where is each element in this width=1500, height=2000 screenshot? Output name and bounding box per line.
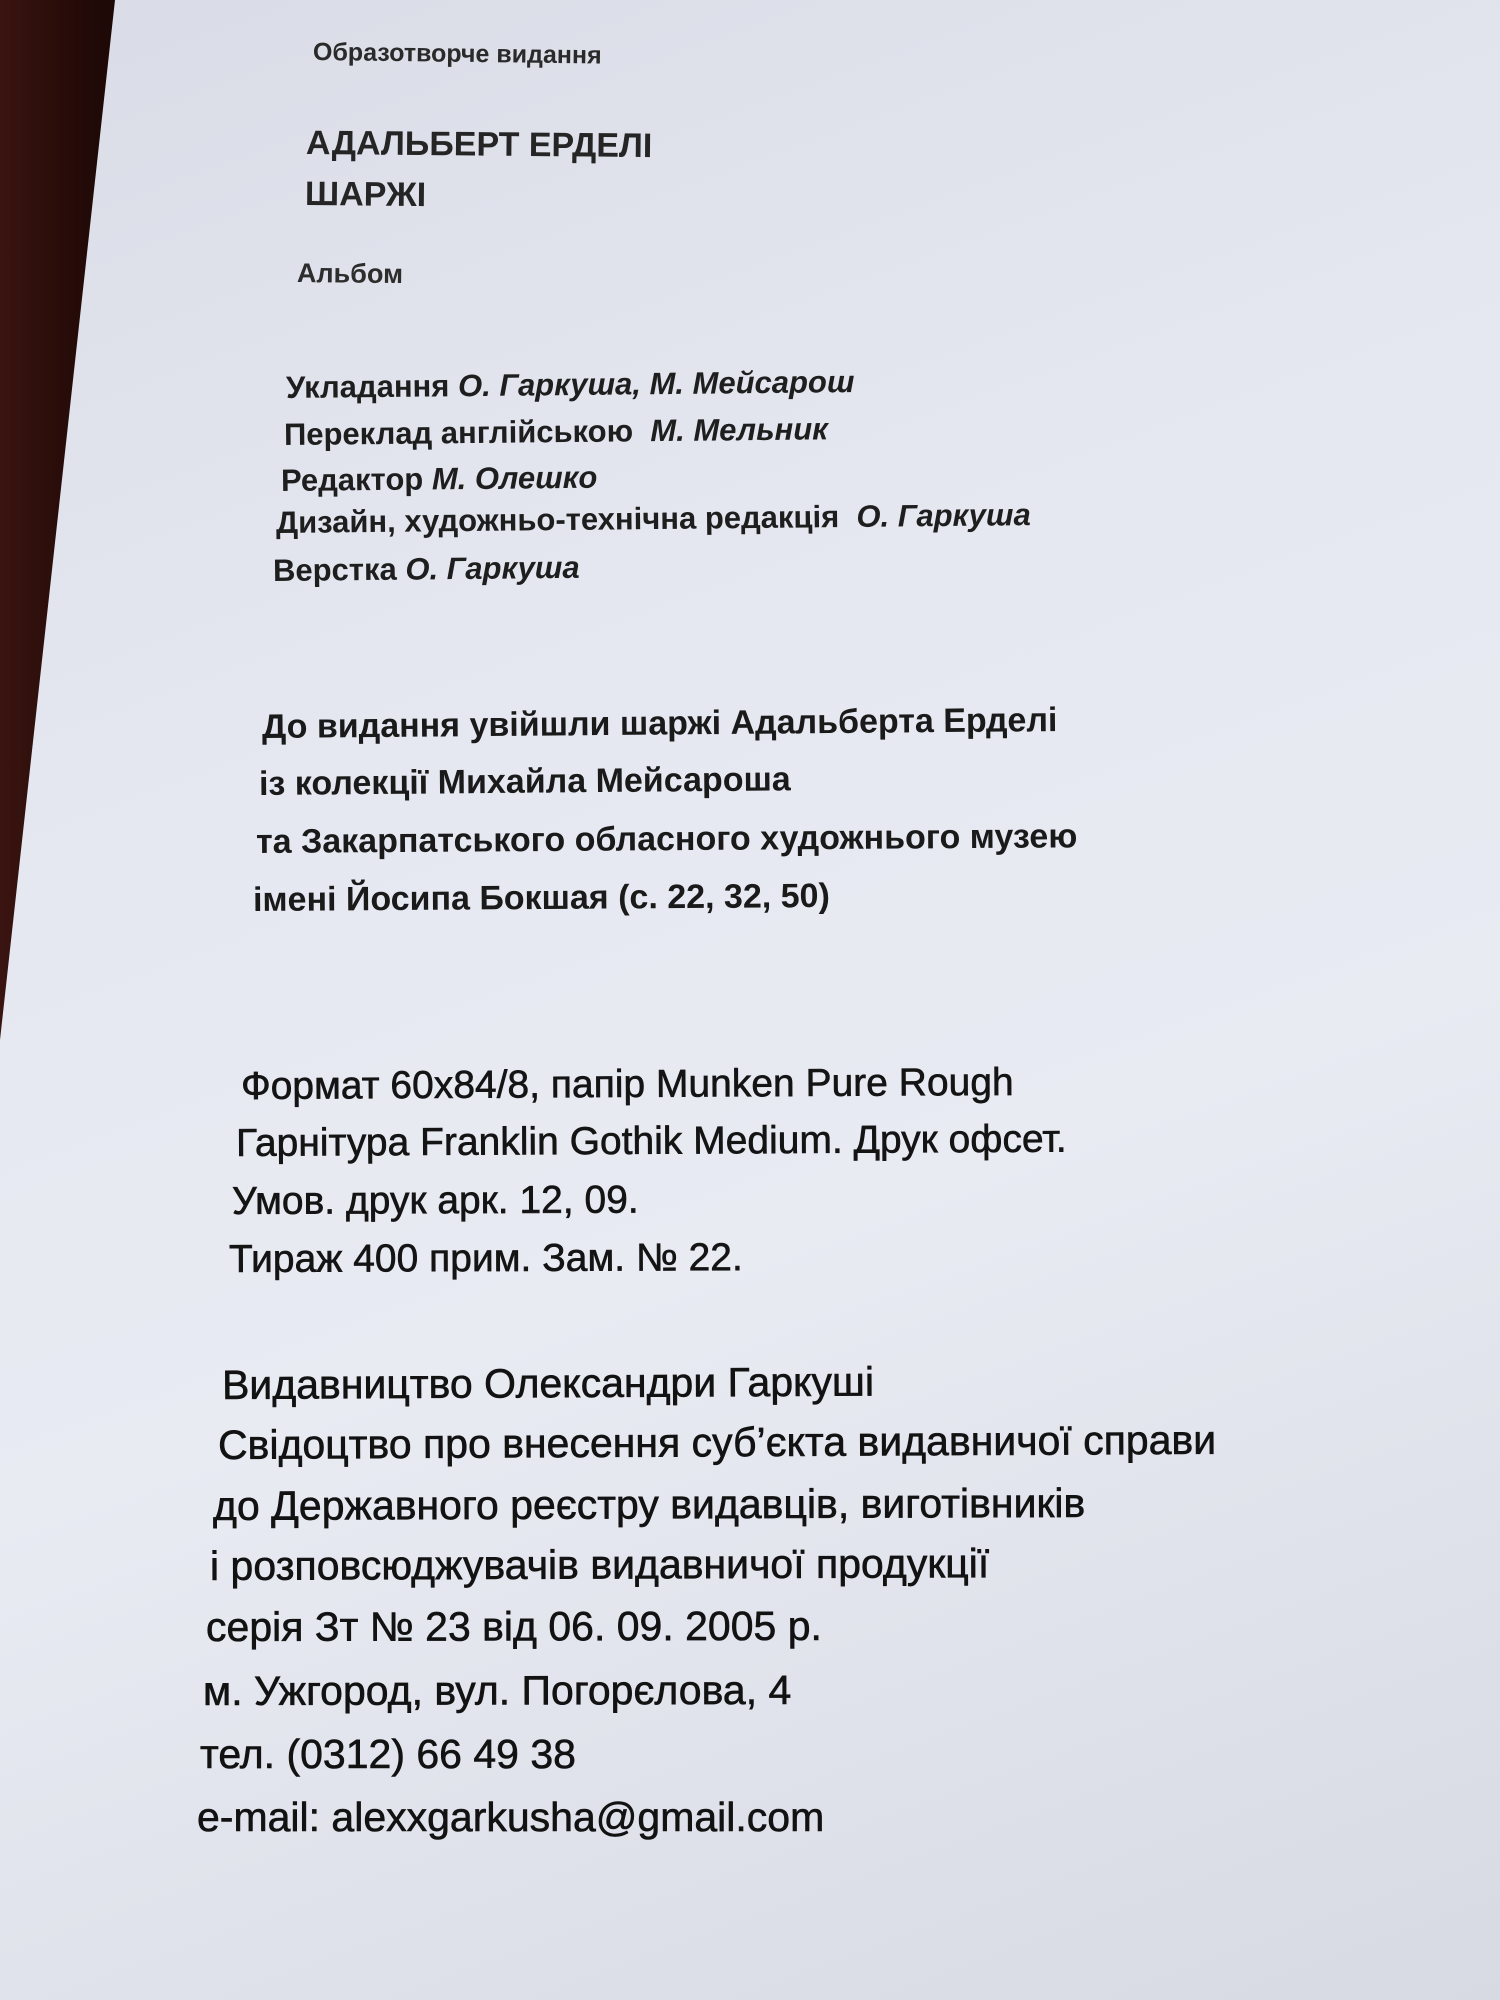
publisher-address: м. Ужгород, вул. Погорєлова, 4 xyxy=(202,1666,792,1714)
credit-design xyxy=(276,497,1031,541)
technical-sheets: Умов. друк арк. 12, 09. xyxy=(231,1178,639,1223)
publisher-certificate-line: до Державного реєстру видавців, виготівників xyxy=(212,1479,1086,1529)
publisher-email: e-mail: alexxgarkusha@gmail.com xyxy=(197,1794,825,1840)
edition-type: Образотворче видання xyxy=(312,38,602,70)
credit-translation xyxy=(284,411,828,453)
credit-layout xyxy=(273,550,580,589)
technical-print-run: Тираж 400 прим. Зам. № 22. xyxy=(228,1236,743,1281)
credit-role: Редактор xyxy=(280,461,424,498)
technical-typeface: Гарнітура Franklin Gothik Medium. Друк офсет. xyxy=(235,1117,1067,1165)
credit-name: М. Мельник xyxy=(650,411,829,449)
publisher-name: Видавництво Олександри Гаркуші xyxy=(221,1358,875,1408)
book-title: ШАРЖІ xyxy=(304,175,427,215)
format-label: Альбом xyxy=(296,258,404,290)
collection-note-line: та Закарпатського обласного художнього музею xyxy=(255,817,1078,861)
publisher-phone: тел. (0312) 66 49 38 xyxy=(200,1731,576,1777)
credit-role: Дизайн, художньо-технічна редакція xyxy=(275,499,840,540)
credit-compilation xyxy=(286,364,855,406)
credit-editor xyxy=(281,460,598,499)
credit-name: О. Гаркуша xyxy=(405,549,580,587)
credit-name: О. Гаркуша, М. Мейсарош xyxy=(457,364,855,404)
credit-name: М. Олешко xyxy=(431,459,598,497)
credit-name: О. Гаркуша xyxy=(856,497,1031,534)
technical-format: Формат 60x84/8, папір Munken Pure Rough xyxy=(240,1060,1014,1108)
publisher-certificate-line: і розповсюджувачів видавничої продукції xyxy=(209,1540,990,1589)
publisher-certificate-number: серія Зт № 23 від 06. 09. 2005 р. xyxy=(205,1602,822,1650)
publisher-certificate-line: Свідоцтво про внесення суб’єкта видавничої справи xyxy=(217,1416,1217,1468)
credit-role: Верстка xyxy=(272,551,397,588)
collection-note-line: із колекції Михайла Мейсароша xyxy=(258,760,791,803)
author-name: АДАЛЬБЕРТ ЕРДЕЛІ xyxy=(305,124,653,166)
collection-note-line: імені Йосипа Бокшая (с. 22, 32, 50) xyxy=(252,876,830,919)
collection-note-line: До видання увійшли шаржі Адальберта Ерделі xyxy=(261,701,1058,746)
credit-role: Переклад англійською xyxy=(283,413,634,452)
credit-role: Укладання xyxy=(285,368,450,405)
